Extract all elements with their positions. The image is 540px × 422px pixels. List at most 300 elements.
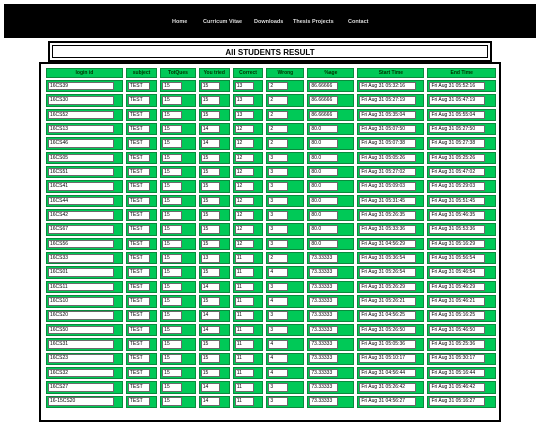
subject-field[interactable]: TEST	[128, 326, 150, 335]
start-time-field[interactable]: Fri Aug 31 05:26:21	[359, 297, 416, 306]
tried-field[interactable]: 15	[201, 297, 220, 306]
wrong-field[interactable]: 2	[268, 96, 288, 105]
start-time-field[interactable]: Fri Aug 31 05:26:50	[359, 326, 416, 335]
total-questions-field[interactable]: 15	[162, 154, 182, 163]
login-id-field[interactable]: 16CS42	[48, 211, 114, 220]
total-questions-field[interactable]: 15	[162, 354, 182, 363]
table-row	[46, 281, 496, 293]
login-id-field[interactable]: 16CS41	[48, 182, 114, 191]
table-cell-login-id	[46, 123, 123, 135]
table-cell-total-questions	[160, 80, 196, 92]
table-cell-percentage	[307, 324, 354, 336]
start-time-field[interactable]: Fri Aug 31 05:33:36	[359, 225, 416, 234]
nav-thesis-projects-link[interactable]: Thesis Projects	[293, 19, 334, 25]
correct-field[interactable]: 13	[235, 111, 254, 120]
subject-field[interactable]: TEST	[128, 182, 150, 191]
table-row	[46, 295, 496, 307]
subject-field[interactable]: TEST	[128, 297, 150, 306]
total-questions-field[interactable]: 15	[162, 240, 182, 249]
total-questions-field[interactable]: 15	[162, 168, 182, 177]
table-cell-login-id	[46, 353, 123, 365]
results-container	[39, 62, 501, 422]
end-time-field[interactable]: Fri Aug 31 05:53:36	[429, 225, 485, 234]
start-time-field[interactable]: Fri Aug 31 05:26:54	[359, 268, 416, 277]
start-time-field[interactable]: Fri Aug 31 05:26:42	[359, 383, 416, 392]
login-id-field[interactable]: 16CS13	[48, 125, 114, 134]
table-cell-total-questions	[160, 209, 196, 221]
total-questions-field[interactable]: 15	[162, 96, 182, 105]
start-time-field[interactable]: Fri Aug 31 05:35:04	[359, 111, 416, 120]
correct-field[interactable]: 11	[235, 354, 254, 363]
start-time-field[interactable]: Fri Aug 31 05:27:02	[359, 168, 416, 177]
wrong-field[interactable]: 2	[268, 82, 288, 91]
table-cell-correct	[233, 338, 264, 350]
wrong-field[interactable]: 3	[268, 240, 288, 249]
table-cell-total-questions	[160, 338, 196, 350]
tried-field[interactable]: 15	[201, 240, 220, 249]
subject-field[interactable]: TEST	[128, 96, 150, 105]
login-id-field[interactable]: 16CS33	[48, 254, 114, 263]
correct-field[interactable]: 12	[235, 225, 254, 234]
correct-field[interactable]: 11	[235, 254, 254, 263]
table-cell-wrong	[266, 295, 304, 307]
login-id-field[interactable]: 16-15CS20	[48, 397, 114, 406]
table-cell-start-time	[357, 324, 424, 336]
subject-field[interactable]: TEST	[128, 197, 150, 206]
total-questions-field[interactable]: 15	[162, 283, 182, 292]
percentage-field[interactable]: 73.33333	[309, 254, 338, 263]
percentage-field[interactable]: 80.0	[309, 139, 338, 148]
tried-field[interactable]: 15	[201, 225, 220, 234]
correct-field[interactable]: 12	[235, 240, 254, 249]
correct-field[interactable]: 11	[235, 383, 254, 392]
table-cell-tried	[199, 238, 230, 250]
subject-field[interactable]: TEST	[128, 111, 150, 120]
subject-field[interactable]: TEST	[128, 82, 150, 91]
start-time-field[interactable]: Fri Aug 31 05:36:54	[359, 254, 416, 263]
tried-field[interactable]: 15	[201, 82, 220, 91]
end-time-field[interactable]: Fri Aug 31 05:52:16	[429, 82, 485, 91]
nav-contact-link[interactable]: Contact	[348, 19, 369, 25]
correct-field[interactable]: 12	[235, 211, 254, 220]
end-time-field[interactable]: Fri Aug 31 05:25:36	[429, 340, 485, 349]
login-id-field[interactable]: 16CS51	[48, 168, 114, 177]
table-cell-tried	[199, 252, 230, 264]
table-cell-end-time	[427, 123, 496, 135]
total-questions-field[interactable]: 15	[162, 211, 182, 220]
table-cell-total-questions	[160, 195, 196, 207]
end-time-field[interactable]: Fri Aug 31 05:51:45	[429, 197, 485, 206]
percentage-field[interactable]: 80.0	[309, 125, 338, 134]
percentage-field[interactable]: 73.33333	[309, 340, 338, 349]
subject-field[interactable]: TEST	[128, 225, 150, 234]
percentage-field[interactable]: 73.33333	[309, 369, 338, 378]
nav-home-link[interactable]: Home	[172, 19, 188, 25]
percentage-field[interactable]: 80.0	[309, 240, 338, 249]
percentage-field[interactable]: 73.33333	[309, 326, 338, 335]
percentage-field[interactable]: 86.66666	[309, 111, 338, 120]
percentage-field[interactable]: 80.0	[309, 225, 338, 234]
wrong-field[interactable]: 3	[268, 168, 288, 177]
login-id-field[interactable]: 16CS30	[48, 96, 114, 105]
table-cell-login-id	[46, 80, 123, 92]
percentage-field[interactable]: 73.33333	[309, 297, 338, 306]
wrong-field[interactable]: 4	[268, 297, 288, 306]
correct-field[interactable]: 12	[235, 197, 254, 206]
table-cell-wrong	[266, 381, 304, 393]
wrong-field[interactable]: 4	[268, 268, 288, 277]
start-time-field[interactable]: Fri Aug 31 05:05:26	[359, 154, 416, 163]
start-time-field[interactable]: Fri Aug 31 05:26:29	[359, 283, 416, 292]
tried-field[interactable]: 15	[201, 168, 220, 177]
table-cell-percentage	[307, 396, 354, 408]
start-time-field[interactable]: Fri Aug 31 05:31:45	[359, 197, 416, 206]
tried-field[interactable]: 15	[201, 154, 220, 163]
correct-field[interactable]: 11	[235, 297, 254, 306]
total-questions-field[interactable]: 15	[162, 397, 182, 406]
table-cell-tried	[199, 180, 230, 192]
table-cell-total-questions	[160, 109, 196, 121]
wrong-field[interactable]: 4	[268, 340, 288, 349]
wrong-field[interactable]: 3	[268, 283, 288, 292]
correct-field[interactable]: 11	[235, 268, 254, 277]
subject-field[interactable]: TEST	[128, 340, 150, 349]
login-id-field[interactable]: 16CS50	[48, 326, 114, 335]
tried-field[interactable]: 15	[201, 197, 220, 206]
wrong-field[interactable]: 3	[268, 182, 288, 191]
start-time-field[interactable]: Fri Aug 31 05:32:16	[359, 82, 416, 91]
percentage-field[interactable]: 73.33333	[309, 383, 338, 392]
wrong-field[interactable]: 4	[268, 354, 288, 363]
wrong-field[interactable]: 2	[268, 254, 288, 263]
wrong-field[interactable]: 3	[268, 383, 288, 392]
table-row	[46, 180, 496, 192]
wrong-field[interactable]: 3	[268, 397, 288, 406]
tried-field[interactable]: 15	[201, 182, 220, 191]
end-time-field[interactable]: Fri Aug 31 05:16:44	[429, 369, 485, 378]
wrong-field[interactable]: 2	[268, 139, 288, 148]
tried-field[interactable]: 14	[201, 125, 220, 134]
start-time-field[interactable]: Fri Aug 31 05:07:38	[359, 139, 416, 148]
wrong-field[interactable]: 3	[268, 311, 288, 320]
wrong-field[interactable]: 2	[268, 125, 288, 134]
subject-field[interactable]: TEST	[128, 125, 150, 134]
table-cell-percentage	[307, 123, 354, 135]
correct-field[interactable]: 13	[235, 82, 254, 91]
column-header-wrong: Wrong	[266, 68, 304, 78]
table-cell-start-time	[357, 137, 424, 149]
end-time-field[interactable]: Fri Aug 31 05:25:26	[429, 154, 485, 163]
table-cell-login-id	[46, 252, 123, 264]
table-cell-correct	[233, 109, 264, 121]
end-time-field[interactable]: Fri Aug 31 05:29:03	[429, 182, 485, 191]
total-questions-field[interactable]: 15	[162, 369, 182, 378]
wrong-field[interactable]: 3	[268, 326, 288, 335]
table-cell-login-id	[46, 209, 123, 221]
correct-field[interactable]: 11	[235, 369, 254, 378]
end-time-field[interactable]: Fri Aug 31 05:46:29	[429, 283, 485, 292]
start-time-field[interactable]: Fri Aug 31 04:56:29	[359, 240, 416, 249]
table-cell-tried	[199, 166, 230, 178]
total-questions-field[interactable]: 15	[162, 82, 182, 91]
table-cell-subject	[126, 94, 157, 106]
start-time-field[interactable]: Fri Aug 31 04:56:44	[359, 369, 416, 378]
percentage-field[interactable]: 80.0	[309, 182, 338, 191]
table-cell-percentage	[307, 152, 354, 164]
correct-field[interactable]: 11	[235, 283, 254, 292]
table-cell-correct	[233, 353, 264, 365]
end-time-field[interactable]: Fri Aug 31 05:46:50	[429, 326, 485, 335]
table-cell-correct	[233, 295, 264, 307]
table-cell-wrong	[266, 396, 304, 408]
total-questions-field[interactable]: 15	[162, 125, 182, 134]
end-time-field[interactable]: Fri Aug 31 05:30:17	[429, 354, 485, 363]
tried-field[interactable]: 15	[201, 211, 220, 220]
percentage-field[interactable]: 73.33333	[309, 311, 338, 320]
total-questions-field[interactable]: 15	[162, 139, 182, 148]
percentage-field[interactable]: 73.33333	[309, 354, 338, 363]
table-cell-total-questions	[160, 367, 196, 379]
correct-field[interactable]: 12	[235, 168, 254, 177]
subject-field[interactable]: TEST	[128, 168, 150, 177]
table-cell-subject	[126, 166, 157, 178]
login-id-field[interactable]: 16CS23	[48, 354, 114, 363]
percentage-field[interactable]: 80.0	[309, 197, 338, 206]
wrong-field[interactable]: 2	[268, 111, 288, 120]
table-cell-tried	[199, 324, 230, 336]
end-time-field[interactable]: Fri Aug 31 05:16:27	[429, 397, 485, 406]
table-cell-subject	[126, 152, 157, 164]
wrong-field[interactable]: 3	[268, 197, 288, 206]
tried-field[interactable]: 14	[201, 283, 220, 292]
table-cell-start-time	[357, 238, 424, 250]
table-cell-wrong	[266, 209, 304, 221]
subject-field[interactable]: TEST	[128, 311, 150, 320]
table-row	[46, 223, 496, 235]
percentage-field[interactable]: 80.0	[309, 168, 338, 177]
end-time-field[interactable]: Fri Aug 31 05:47:02	[429, 168, 485, 177]
end-time-field[interactable]: Fri Aug 31 05:56:54	[429, 254, 485, 263]
subject-field[interactable]: TEST	[128, 354, 150, 363]
table-row	[46, 252, 496, 264]
wrong-field[interactable]: 3	[268, 225, 288, 234]
login-id-field[interactable]: 16CS11	[48, 283, 114, 292]
subject-field[interactable]: TEST	[128, 211, 150, 220]
start-time-field[interactable]: Fri Aug 31 05:27:19	[359, 96, 416, 105]
login-id-field[interactable]: 16CS32	[48, 369, 114, 378]
table-cell-start-time	[357, 195, 424, 207]
tried-field[interactable]: 14	[201, 383, 220, 392]
table-cell-start-time	[357, 109, 424, 121]
start-time-field[interactable]: Fri Aug 31 05:07:50	[359, 125, 416, 134]
correct-field[interactable]: 11	[235, 397, 254, 406]
table-cell-end-time	[427, 152, 496, 164]
login-id-field[interactable]: 16CS31	[48, 340, 114, 349]
total-questions-field[interactable]: 15	[162, 268, 182, 277]
table-header-row	[46, 68, 496, 78]
login-id-field[interactable]: 16CS01	[48, 268, 114, 277]
tried-field[interactable]: 13	[201, 254, 220, 263]
start-time-field[interactable]: Fri Aug 31 05:09:03	[359, 182, 416, 191]
subject-field[interactable]: TEST	[128, 283, 150, 292]
table-row	[46, 209, 496, 221]
login-id-field[interactable]: 16CS27	[48, 383, 114, 392]
end-time-field[interactable]: Fri Aug 31 05:27:50	[429, 125, 485, 134]
table-cell-end-time	[427, 166, 496, 178]
total-questions-field[interactable]: 15	[162, 111, 182, 120]
table-cell-subject	[126, 137, 157, 149]
tried-field[interactable]: 15	[201, 369, 220, 378]
table-cell-start-time	[357, 223, 424, 235]
login-id-field[interactable]: 16CS39	[48, 82, 114, 91]
table-cell-login-id	[46, 152, 123, 164]
table-cell-login-id	[46, 396, 123, 408]
login-id-field[interactable]: 16CS67	[48, 225, 114, 234]
table-cell-tried	[199, 310, 230, 322]
total-questions-field[interactable]: 15	[162, 254, 182, 263]
end-time-field[interactable]: Fri Aug 31 05:46:54	[429, 268, 485, 277]
percentage-field[interactable]: 86.66666	[309, 82, 338, 91]
total-questions-field[interactable]: 15	[162, 311, 182, 320]
wrong-field[interactable]: 3	[268, 211, 288, 220]
total-questions-field[interactable]: 15	[162, 297, 182, 306]
table-cell-subject	[126, 109, 157, 121]
total-questions-field[interactable]: 15	[162, 225, 182, 234]
table-cell-start-time	[357, 80, 424, 92]
tried-field[interactable]: 15	[201, 111, 220, 120]
tried-field[interactable]: 14	[201, 139, 220, 148]
subject-field[interactable]: TEST	[128, 268, 150, 277]
table-cell-tried	[199, 367, 230, 379]
table-row	[46, 381, 496, 393]
login-id-field[interactable]: 16CS44	[48, 197, 114, 206]
table-cell-tried	[199, 80, 230, 92]
subject-field[interactable]: TEST	[128, 369, 150, 378]
table-cell-percentage	[307, 180, 354, 192]
table-row	[46, 137, 496, 149]
table-cell-total-questions	[160, 295, 196, 307]
table-cell-wrong	[266, 338, 304, 350]
end-time-field[interactable]: Fri Aug 31 05:46:21	[429, 297, 485, 306]
subject-field[interactable]: TEST	[128, 397, 150, 406]
end-time-field[interactable]: Fri Aug 31 05:46:35	[429, 211, 485, 220]
table-cell-end-time	[427, 180, 496, 192]
total-questions-field[interactable]: 15	[162, 383, 182, 392]
total-questions-field[interactable]: 15	[162, 182, 182, 191]
start-time-field[interactable]: Fri Aug 31 04:56:25	[359, 311, 416, 320]
login-id-field[interactable]: 16CS05	[48, 154, 114, 163]
correct-field[interactable]: 12	[235, 139, 254, 148]
total-questions-field[interactable]: 15	[162, 340, 182, 349]
total-questions-field[interactable]: 15	[162, 326, 182, 335]
start-time-field[interactable]: Fri Aug 31 05:10:17	[359, 354, 416, 363]
percentage-field[interactable]: 80.0	[309, 211, 338, 220]
percentage-field[interactable]: 80.0	[309, 154, 338, 163]
end-time-field[interactable]: Fri Aug 31 05:55:04	[429, 111, 485, 120]
table-cell-total-questions	[160, 152, 196, 164]
table-cell-percentage	[307, 166, 354, 178]
table-cell-tried	[199, 152, 230, 164]
correct-field[interactable]: 13	[235, 96, 254, 105]
table-cell-wrong	[266, 80, 304, 92]
wrong-field[interactable]: 4	[268, 369, 288, 378]
tried-field[interactable]: 14	[201, 326, 220, 335]
tried-field[interactable]: 15	[201, 268, 220, 277]
login-id-field[interactable]: 16CS46	[48, 139, 114, 148]
table-cell-wrong	[266, 166, 304, 178]
table-cell-total-questions	[160, 94, 196, 106]
table-cell-start-time	[357, 310, 424, 322]
table-cell-correct	[233, 80, 264, 92]
table-cell-end-time	[427, 295, 496, 307]
end-time-field[interactable]: Fri Aug 31 05:46:42	[429, 383, 485, 392]
table-cell-subject	[126, 381, 157, 393]
correct-field[interactable]: 12	[235, 125, 254, 134]
end-time-field[interactable]: Fri Aug 31 05:16:25	[429, 311, 485, 320]
tried-field[interactable]: 15	[201, 354, 220, 363]
start-time-field[interactable]: Fri Aug 31 04:56:27	[359, 397, 416, 406]
table-cell-tried	[199, 94, 230, 106]
tried-field[interactable]: 14	[201, 311, 220, 320]
table-cell-percentage	[307, 266, 354, 278]
table-row	[46, 367, 496, 379]
end-time-field[interactable]: Fri Aug 31 05:27:38	[429, 139, 485, 148]
subject-field[interactable]: TEST	[128, 383, 150, 392]
percentage-field[interactable]: 73.33333	[309, 397, 338, 406]
tried-field[interactable]: 14	[201, 397, 220, 406]
wrong-field[interactable]: 3	[268, 154, 288, 163]
correct-field[interactable]: 12	[235, 182, 254, 191]
nav-curriculum-vitae-link[interactable]: Curricum Vitae	[203, 19, 243, 25]
table-cell-end-time	[427, 281, 496, 293]
table-cell-start-time	[357, 152, 424, 164]
nav-downloads-link[interactable]: Downloads	[254, 19, 284, 25]
correct-field[interactable]: 11	[235, 326, 254, 335]
table-cell-end-time	[427, 238, 496, 250]
subject-field[interactable]: TEST	[128, 254, 150, 263]
login-id-field[interactable]: 16CS52	[48, 111, 114, 120]
table-cell-tried	[199, 353, 230, 365]
table-cell-wrong	[266, 367, 304, 379]
percentage-field[interactable]: 73.33333	[309, 268, 338, 277]
table-cell-total-questions	[160, 281, 196, 293]
end-time-field[interactable]: Fri Aug 31 05:47:19	[429, 96, 485, 105]
correct-field[interactable]: 11	[235, 340, 254, 349]
subject-field[interactable]: TEST	[128, 139, 150, 148]
correct-field[interactable]: 12	[235, 154, 254, 163]
end-time-field[interactable]: Fri Aug 31 05:16:29	[429, 240, 485, 249]
table-row	[46, 109, 496, 121]
table-cell-end-time	[427, 338, 496, 350]
percentage-field[interactable]: 73.33333	[309, 283, 338, 292]
table-cell-percentage	[307, 238, 354, 250]
correct-field[interactable]: 11	[235, 311, 254, 320]
login-id-field[interactable]: 16CS10	[48, 297, 114, 306]
login-id-field[interactable]: 16CS20	[48, 311, 114, 320]
percentage-field[interactable]: 86.66666	[309, 96, 338, 105]
total-questions-field[interactable]: 15	[162, 197, 182, 206]
start-time-field[interactable]: Fri Aug 31 05:05:36	[359, 340, 416, 349]
tried-field[interactable]: 15	[201, 96, 220, 105]
table-row	[46, 396, 496, 408]
start-time-field[interactable]: Fri Aug 31 05:26:35	[359, 211, 416, 220]
tried-field[interactable]: 15	[201, 340, 220, 349]
table-cell-percentage	[307, 80, 354, 92]
login-id-field[interactable]: 16CS56	[48, 240, 114, 249]
table-row	[46, 266, 496, 278]
subject-field[interactable]: TEST	[128, 154, 150, 163]
subject-field[interactable]: TEST	[128, 240, 150, 249]
